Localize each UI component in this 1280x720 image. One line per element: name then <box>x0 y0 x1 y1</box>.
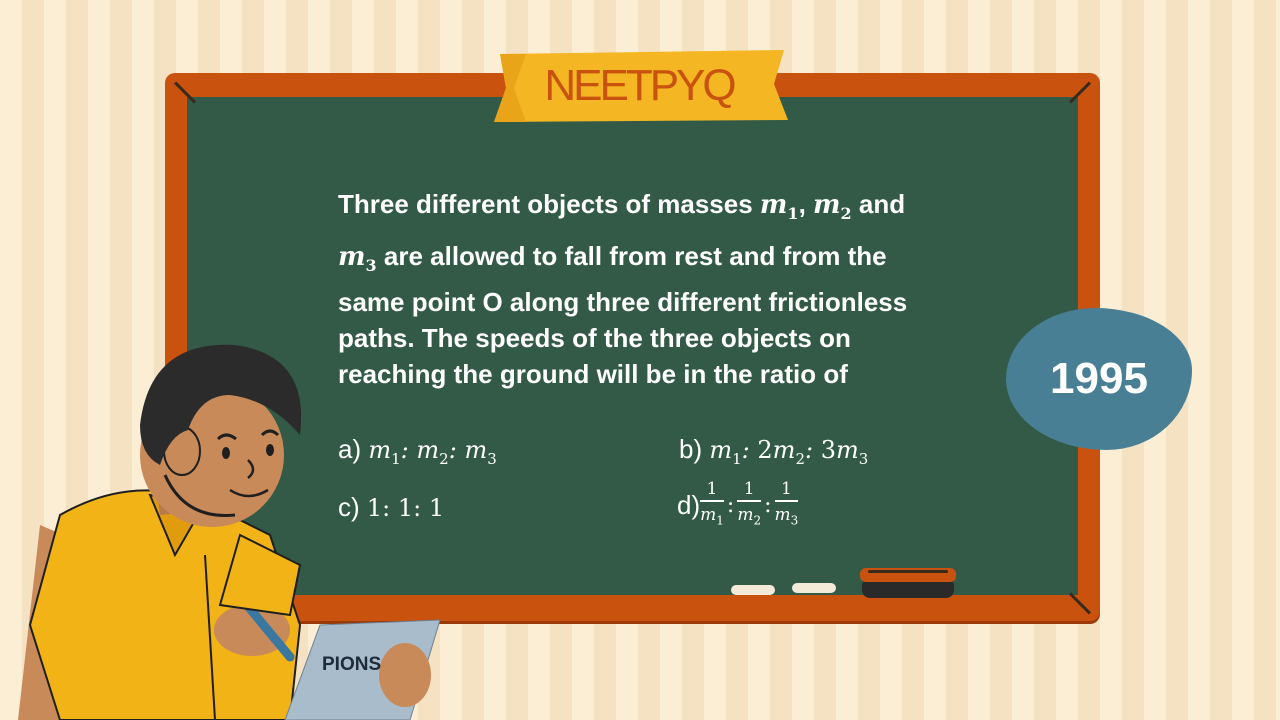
fraction-1-over-m1: $\frac{1}{m_1}$ <box>700 479 724 528</box>
title-banner <box>486 48 792 124</box>
chalk-piece <box>792 583 836 593</box>
frame-corner <box>1069 593 1091 615</box>
frame-corner <box>174 82 196 104</box>
question-line-4: paths. The speeds of the three objects on <box>338 323 851 354</box>
student-illustration <box>0 325 460 720</box>
option-a[interactable]: a) $m_1$: $m_2$: $m_3$ <box>338 434 497 468</box>
chalk-piece <box>731 585 775 595</box>
question-line-3: same point O along three different frictionless <box>338 287 908 318</box>
question-line-1: Three different objects of masses $m_1$, $m_2$ and <box>338 189 906 224</box>
math-m3: $m_3$ <box>338 242 377 276</box>
math-m2: $m_2$ <box>813 190 852 224</box>
question-line-2: $m_3$ are allowed to fall from rest and from the <box>338 241 887 276</box>
math-m1: $m_1$ <box>759 190 799 224</box>
year-label: 1995 <box>1050 354 1148 403</box>
notepad-label: PIONS <box>322 654 382 675</box>
option-d[interactable]: d) $\frac{1}{m_1}$ : $\frac{1}{m_2}$ : $\frac{1}{m_3}$ <box>677 478 798 533</box>
fraction-1-over-m3: $\frac{1}{m_3}$ <box>774 479 799 528</box>
question-line-5: reaching the ground will be in the ratio of <box>338 359 848 390</box>
fraction-1-over-m2: $\frac{1}{m_2}$ <box>737 479 762 528</box>
option-c[interactable]: c) 1: 1: 1 <box>338 492 445 522</box>
option-b[interactable]: b) $m_1$: $2m_2$: $3m_3$ <box>679 434 869 468</box>
year-badge <box>1006 308 1192 450</box>
eraser-icon <box>860 564 956 600</box>
banner-title: NEETPYQ <box>544 61 734 110</box>
frame-corner <box>1069 82 1091 104</box>
